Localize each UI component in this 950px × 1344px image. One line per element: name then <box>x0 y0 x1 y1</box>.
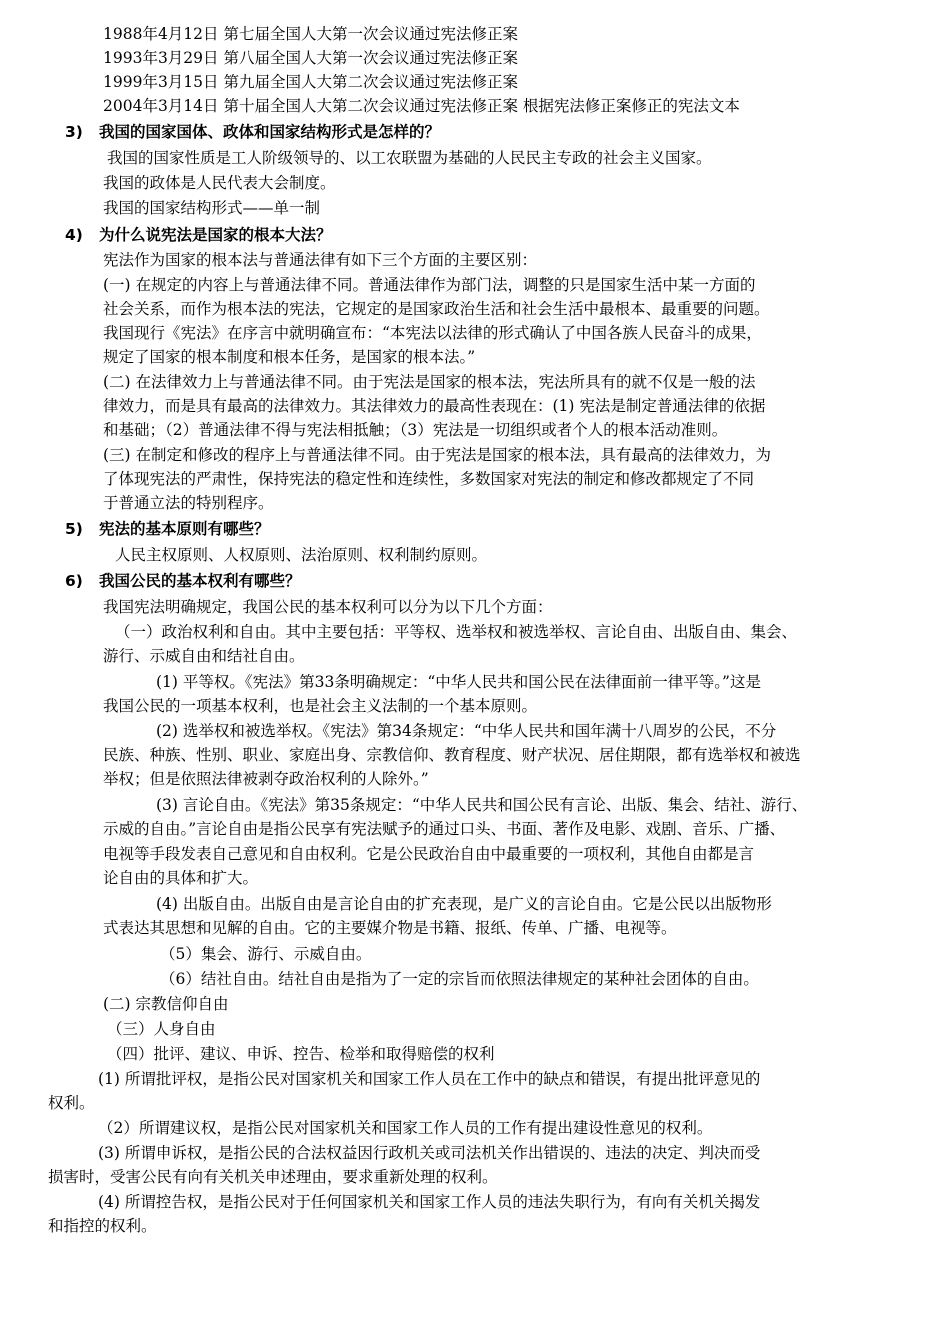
amendment-line: 1999年3月15日 第九届全国人大第二次会议通过宪法修正案 <box>103 73 518 91</box>
answer-line: 举权；但是依照法律被剥夺政治权利的人除外。” <box>103 770 429 788</box>
question-4-heading <box>65 223 332 247</box>
answer-line: 论自由的具体和扩大。 <box>103 869 259 887</box>
answer-line: (4) 所谓控告权，是指公民对于任何国家机关和国家工作人员的违法失职行为，有向有关机关揭发 <box>98 1193 761 1211</box>
answer-line: (一) 在规定的内容上与普通法律不同。普通法律作为部门法，调整的只是国家生活中某一方面的 <box>103 276 756 294</box>
answer-line: 示威的自由。”言论自由是指公民享有宪法赋予的通过口头、书面、著作及电影、戏剧、音乐、广播、 <box>103 820 786 838</box>
answer-line: （一）政治权利和自由。其中主要包括：平等权、选举权和被选举权、言论自由、出版自由、集会、 <box>115 623 798 641</box>
answer-line: 我国现行《宪法》在序言中就明确宣布：“本宪法以法律的形式确认了中国各族人民奋斗的成果， <box>103 324 762 342</box>
question-title: 宪法的基本原则有哪些？ <box>99 520 270 538</box>
question-6-heading <box>65 569 301 593</box>
answer-line: 于普通立法的特别程序。 <box>103 494 274 512</box>
answer-line: 电视等手段发表自己意见和自由权利。它是公民政治自由中最重要的一项权利，其他自由都是言 <box>103 845 755 863</box>
answer-line: 民族、种族、性别、职业、家庭出身、宗教信仰、教育程度、财产状况、居住期限，都有选举权和被选 <box>103 746 801 764</box>
answer-line: (2) 选举权和被选举权。《宪法》第34条规定：“中华人民共和国年满十八周岁的公民，不分 <box>156 722 777 740</box>
answer-line: (二) 在法律效力上与普通法律不同。由于宪法是国家的根本法，宪法所具有的就不仅是一般的法 <box>103 373 756 391</box>
answer-line: （6）结社自由。结社自由是指为了一定的宗旨而依照法律规定的某种社会团体的自由。 <box>160 970 759 988</box>
answer-line: 游行、示威自由和结社自由。 <box>103 647 305 665</box>
question-5-heading <box>65 517 270 541</box>
answer-line: (3) 言论自由。《宪法》第35条规定：“中华人民共和国公民有言论、出版、集会、结社、游行、 <box>156 796 808 814</box>
amendment-line: 2004年3月14日 第十届全国人大第二次会议通过宪法修正案 根据宪法修正案修正的宪法文本 <box>103 97 740 115</box>
answer-line: (1) 平等权。《宪法》第33条明确规定：“中华人民共和国公民在法律面前一律平等。”这是 <box>156 673 761 691</box>
answer-line: 规定了国家的根本制度和根本任务，是国家的根本法。” <box>103 348 476 366</box>
answer-line: (4) 出版自由。出版自由是言论自由的扩充表现，是广义的言论自由。它是公民以出版物形 <box>156 895 772 913</box>
answer-line: 我国的国家性质是工人阶级领导的、以工农联盟为基础的人民民主专政的社会主义国家。 <box>107 149 712 167</box>
answer-line: 我国公民的一项基本权利，也是社会主义法制的一个基本原则。 <box>103 697 538 715</box>
question-title: 我国公民的基本权利有哪些？ <box>99 572 301 590</box>
question-number: 3) <box>65 123 83 141</box>
question-title: 为什么说宪法是国家的根本大法？ <box>99 226 332 244</box>
amendment-line: 1988年4月12日 第七届全国人大第一次会议通过宪法修正案 <box>103 25 518 43</box>
answer-line: 权利。 <box>48 1094 95 1112</box>
answer-line: 人民主权原则、人权原则、法治原则、权利制约原则。 <box>115 546 488 564</box>
answer-line: (三) 在制定和修改的程序上与普通法律不同。由于宪法是国家的根本法，具有最高的法律效力，为 <box>103 446 772 464</box>
answer-line: （2）所谓建议权，是指公民对国家机关和国家工作人员的工作有提出建设性意见的权利。 <box>98 1119 713 1137</box>
answer-line: (二) 宗教信仰自由 <box>103 995 229 1013</box>
answer-line: (3) 所谓申诉权，是指公民的合法权益因行政机关或司法机关作出错误的、违法的决定、判决而受 <box>98 1144 761 1162</box>
question-number: 6) <box>65 572 83 590</box>
answer-line: 损害时，受害公民有向有关机关申述理由，要求重新处理的权利。 <box>48 1168 498 1186</box>
answer-line: （三）人身自由 <box>107 1020 216 1038</box>
answer-line: 我国宪法明确规定，我国公民的基本权利可以分为以下几个方面： <box>103 598 553 616</box>
answer-line: 了体现宪法的严肃性，保持宪法的稳定性和连续性，多数国家对宪法的制定和修改都规定了不同 <box>103 470 755 488</box>
answer-line: 我国的政体是人民代表大会制度。 <box>103 174 336 192</box>
answer-line: 社会关系，而作为根本法的宪法，它规定的是国家政治生活和社会生活中最根本、最重要的问题。 <box>103 300 770 318</box>
amendment-line: 1993年3月29日 第八届全国人大第一次会议通过宪法修正案 <box>103 49 518 67</box>
answer-line: 宪法作为国家的根本法与普通法律有如下三个方面的主要区别： <box>103 251 538 269</box>
answer-line: 和基础；（2）普通法律不得与宪法相抵触；（3）宪法是一切组织或者个人的根本活动准则。 <box>103 421 728 439</box>
answer-line: (1) 所谓批评权，是指公民对国家机关和国家工作人员在工作中的缺点和错误，有提出批评意见的 <box>98 1070 761 1088</box>
answer-line: 我国的国家结构形式——单一制 <box>103 199 321 217</box>
question-title: 我国的国家国体、政体和国家结构形式是怎样的？ <box>99 123 441 141</box>
answer-line: （四）批评、建议、申诉、控告、检举和取得赔偿的权利 <box>107 1045 495 1063</box>
answer-line: 和指控的权利。 <box>48 1217 157 1235</box>
question-number: 4) <box>65 226 83 244</box>
answer-line: 式表达其思想和见解的自由。它的主要媒介物是书籍、报纸、传单、广播、电视等。 <box>103 919 677 937</box>
answer-line: 律效力，而是具有最高的法律效力。其法律效力的最高性表现在：(1) 宪法是制定普通法律的依据 <box>103 397 766 415</box>
question-3-heading <box>65 120 440 144</box>
answer-line: （5）集会、游行、示威自由。 <box>160 945 372 963</box>
question-number: 5) <box>65 520 83 538</box>
